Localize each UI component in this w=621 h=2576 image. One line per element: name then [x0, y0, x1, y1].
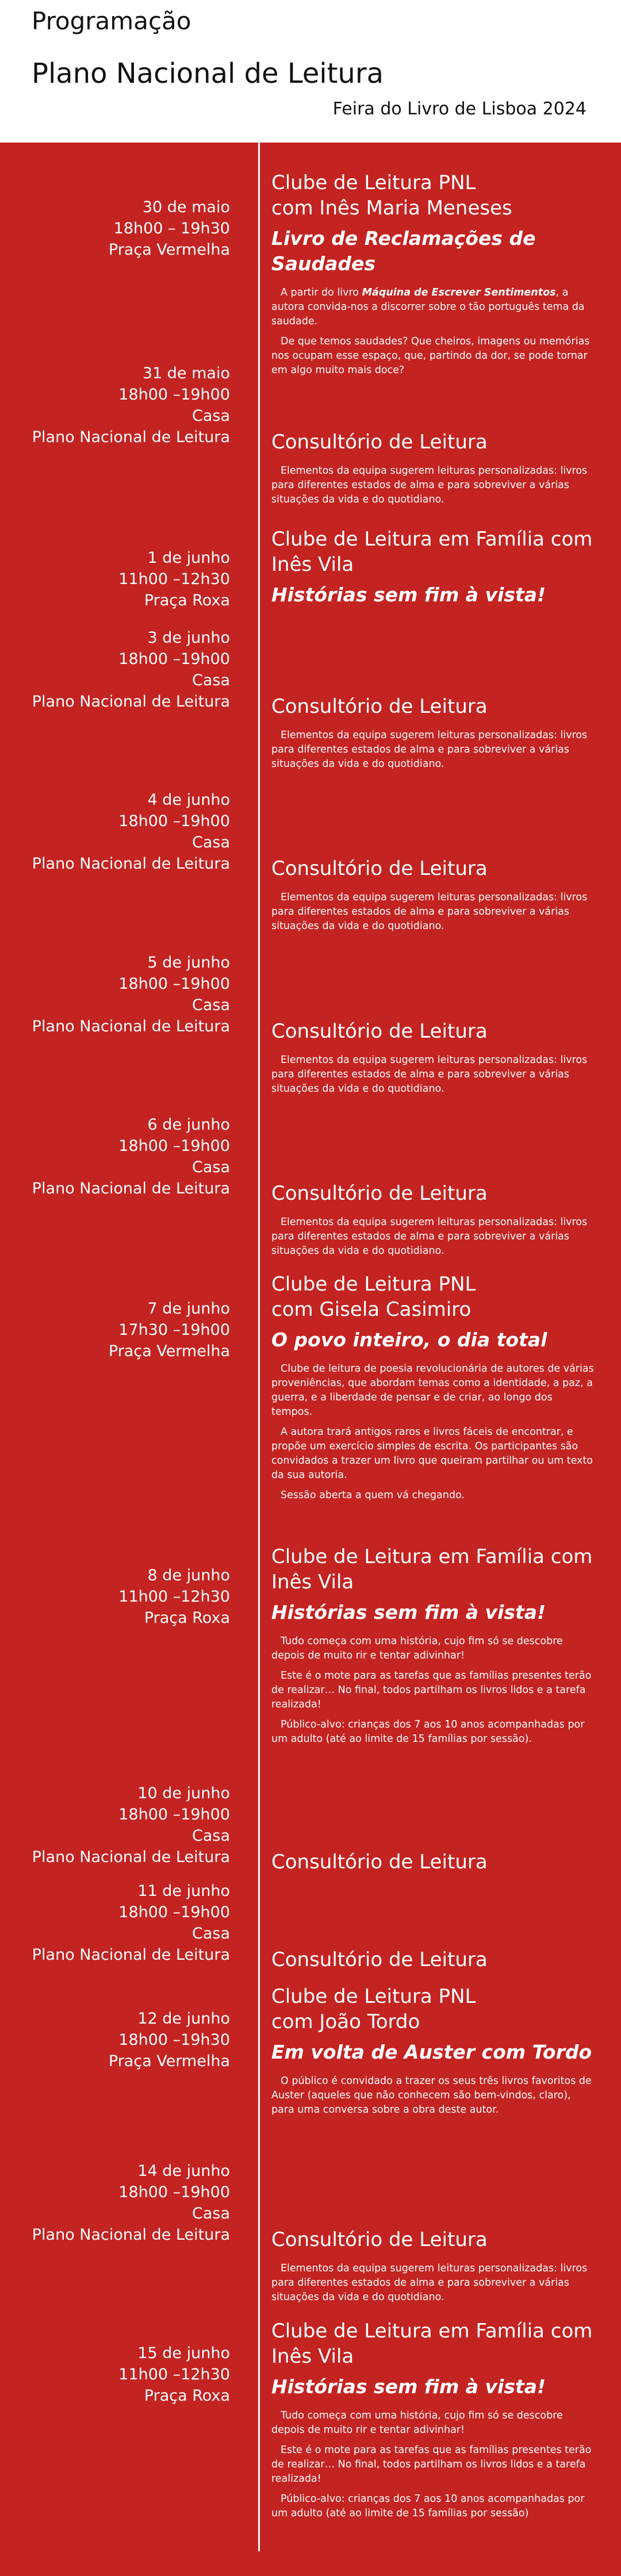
- event-place: Praça Vermelha: [108, 2052, 230, 2070]
- event-meta: [0, 627, 230, 712]
- event-description: [271, 2409, 596, 2521]
- event-title: Consultório de Leitura: [271, 1851, 488, 1874]
- event-title-line2: Inês Vila: [271, 1571, 354, 1594]
- event-meta: [0, 547, 230, 611]
- event-place-line2: Plano Nacional de Leitura: [32, 1848, 230, 1866]
- event-place-line2: Plano Nacional de Leitura: [32, 1180, 230, 1197]
- event-title-line2: Inês Vila: [271, 2345, 354, 2368]
- description-paragraph: Público-alvo: crianças dos 7 aos 10 anos acompanhadas por um adulto (até ao limite de 15 famílias por sessão).: [271, 1719, 585, 1745]
- event-content: [271, 1849, 596, 1875]
- event-meta: [0, 1298, 230, 1362]
- event-meta: [0, 952, 230, 1037]
- event-content: [271, 1272, 596, 1508]
- event-title-line2: com Inês Maria Meneses: [271, 197, 512, 220]
- description-paragraph: Tudo começa com uma história, cujo fim só se descobre depois de muito rir e tentar adivinhar!: [271, 1636, 563, 1661]
- event-description: [271, 1215, 596, 1258]
- event-title: Clube de Leitura em Família com: [271, 2320, 593, 2343]
- page-subtitle: Plano Nacional de Leitura: [32, 57, 384, 90]
- event-place-line2: Plano Nacional de Leitura: [32, 1018, 230, 1035]
- event-title: Consultório de Leitura: [271, 1948, 488, 1971]
- event-content: [271, 170, 596, 383]
- event-subtitle: Histórias sem fim à vista!: [271, 1601, 546, 1623]
- event-title: Consultório de Leitura: [271, 2228, 488, 2251]
- description-paragraph: Sessão aberta a quem vá chegando.: [281, 1489, 465, 1501]
- description-paragraph: Público-alvo: crianças dos 7 aos 10 anos acompanhadas por um adulto (até ao limite de 15 famílias por sessão): [271, 2493, 585, 2519]
- event-date: 10 de junho: [137, 1784, 230, 1802]
- event-content: [271, 2227, 596, 2310]
- event-content: [271, 694, 596, 777]
- event-place: Casa: [191, 996, 230, 1014]
- event-date: 11 de junho: [137, 1882, 230, 1900]
- event-content: [271, 856, 596, 939]
- event-subtitle: O povo inteiro, o dia total: [271, 1329, 547, 1351]
- page-header: [0, 0, 621, 143]
- event-description: [271, 2262, 596, 2305]
- event-content: [271, 1984, 596, 2123]
- event-date: 7 de junho: [147, 1300, 230, 1318]
- event-date: 8 de junho: [147, 1567, 230, 1584]
- event-time: 11h00 –12h30: [118, 1588, 230, 1606]
- event-date: 15 de junho: [137, 2344, 230, 2362]
- event-description: [271, 728, 596, 771]
- event-time: 11h00 –12h30: [118, 2366, 230, 2383]
- event-description: [271, 2074, 596, 2117]
- event-place: Casa: [191, 407, 230, 425]
- description-paragraph: Elementos da equipa sugerem leituras personalizadas: livros para diferentes estados de alma e para sobreviver a várias situações da vida e do quotidiano.: [271, 1216, 588, 1257]
- event-time: 18h00 –19h00: [118, 812, 230, 830]
- event-meta: [0, 2160, 230, 2245]
- event-place: Praça Vermelha: [108, 241, 230, 259]
- description-paragraph: A partir do livro Máquina de Escrever Sentimentos, a autora convida-nos a discorrer sobre o tão português tema da saudade.: [271, 287, 585, 327]
- event-time: 18h00 –19h00: [118, 1903, 230, 1921]
- event-time: 17h30 –19h00: [118, 1321, 230, 1339]
- event-time: 11h00 –12h30: [118, 570, 230, 588]
- event-time: 18h00 –19h00: [118, 1806, 230, 1823]
- event-subtitle: Em volta de Auster com Tordo: [271, 2041, 592, 2063]
- event-place: Casa: [191, 671, 230, 689]
- event-name: Feira do Livro de Lisboa 2024: [332, 99, 586, 119]
- event-title: Clube de Leitura PNL: [271, 1273, 476, 1296]
- event-content: [271, 2318, 596, 2527]
- event-date: 6 de junho: [147, 1116, 230, 1134]
- event-date: 31 de maio: [142, 364, 230, 382]
- timeline-divider: [258, 143, 260, 2551]
- event-meta: [0, 1114, 230, 1199]
- event-title: Clube de Leitura PNL: [271, 1985, 476, 2008]
- event-description: [271, 890, 596, 934]
- event-place-line2: Plano Nacional de Leitura: [32, 693, 230, 711]
- event-title: Clube de Leitura em Família com: [271, 1545, 593, 1568]
- event-time: 18h00 –19h30: [118, 2031, 230, 2049]
- event-time: 18h00 – 19h30: [113, 220, 230, 237]
- event-title: Consultório de Leitura: [271, 1020, 488, 1043]
- event-title-line2: com Gisela Casimiro: [271, 1298, 471, 1321]
- description-paragraph: Elementos da equipa sugerem leituras personalizadas: livros para diferentes estados de alma e para sobreviver a várias situações da vida e do quotidiano.: [271, 892, 588, 932]
- description-paragraph: Elementos da equipa sugerem leituras personalizadas: livros para diferentes estados de alma e para sobreviver a várias situações da vida e do quotidiano.: [271, 2263, 588, 2303]
- event-meta: [0, 2343, 230, 2406]
- event-meta: [0, 789, 230, 874]
- event-place: Casa: [191, 834, 230, 851]
- event-subtitle: Histórias sem fim à vista!: [271, 2375, 546, 2398]
- event-time: 18h00 –19h00: [118, 1137, 230, 1155]
- event-time: 18h00 –19h00: [118, 650, 230, 668]
- event-title: Clube de Leitura em Família com: [271, 528, 593, 551]
- event-content: [271, 429, 596, 513]
- event-title: Clube de Leitura PNL: [271, 171, 476, 194]
- description-paragraph: Elementos da equipa sugerem leituras personalizadas: livros para diferentes estados de alma e para sobreviver a várias situações da vida e do quotidiano.: [271, 465, 588, 505]
- event-subtitle: Livro de Reclamações de Saudades: [271, 227, 536, 275]
- event-title: Consultório de Leitura: [271, 857, 488, 880]
- description-paragraph: Este é o mote para as tarefas que as famílias presentes terão de realizar… No final, todos partilham os livros lidos e a tarefa realizada!: [271, 1670, 592, 1710]
- event-place: Praça Vermelha: [108, 1342, 230, 1360]
- event-time: 18h00 –19h00: [118, 975, 230, 993]
- event-time: 18h00 –19h00: [118, 2183, 230, 2201]
- event-content: [271, 1947, 596, 1972]
- event-subtitle: Histórias sem fim à vista!: [271, 583, 546, 606]
- event-meta: [0, 1880, 230, 1965]
- event-place: Praça Roxa: [144, 2387, 230, 2405]
- event-date: 5 de junho: [147, 954, 230, 972]
- event-description: [271, 286, 596, 378]
- book-title: Máquina de Escrever Sentimentos: [362, 287, 556, 298]
- event-content: [271, 527, 596, 608]
- description-paragraph: Elementos da equipa sugerem leituras personalizadas: livros para diferentes estados de alma e para sobreviver a várias situações da vida e do quotidiano.: [271, 730, 588, 770]
- event-place-line2: Plano Nacional de Leitura: [32, 2226, 230, 2244]
- event-place-line2: Plano Nacional de Leitura: [32, 1946, 230, 1964]
- event-title: Consultório de Leitura: [271, 695, 488, 718]
- event-content: [271, 1019, 596, 1102]
- event-meta: [0, 363, 230, 448]
- event-description: [271, 1053, 596, 1096]
- event-description: [271, 1634, 596, 1746]
- event-description: [271, 464, 596, 507]
- event-content: [271, 1181, 596, 1264]
- event-date: 1 de junho: [147, 549, 230, 567]
- event-date: 30 de maio: [142, 198, 230, 216]
- event-place: Casa: [191, 2205, 230, 2222]
- event-meta: [0, 197, 230, 260]
- description-paragraph: Tudo começa com uma história, cujo fim só se descobre depois de muito rir e tentar adivinhar!: [271, 2410, 563, 2436]
- description-paragraph: Este é o mote para as tarefas que as famílias presentes terão de realizar… No final, todos partilham os livros lidos e a tarefa realizada!: [271, 2444, 592, 2485]
- description-paragraph: De que temos saudades? Que cheiros, imagens ou memórias nos ocupam esse espaço, que, partindo da dor, se pode tornar em algo muito mais doce?: [271, 336, 590, 376]
- description-paragraph: A autora trará antigos raros e livros fáceis de encontrar, e propõe um exercício simples de escrita. Os participantes são convidados a trazer um livro que queiram partilhar ou um texto da sua autoria.: [271, 1426, 593, 1481]
- program-schedule: [0, 143, 621, 2576]
- event-place-line2: Plano Nacional de Leitura: [32, 855, 230, 873]
- event-time: 18h00 –19h00: [118, 386, 230, 404]
- event-place: Casa: [191, 1925, 230, 1942]
- event-title-line2: com João Tordo: [271, 2010, 420, 2033]
- event-title: Consultório de Leitura: [271, 431, 488, 454]
- description-paragraph: O público é convidado a trazer os seus três livros favoritos de Auster (aqueles que não conhecem são bem-vindos, claro), para uma conversa sobre a obra deste autor.: [271, 2075, 592, 2116]
- event-date: 14 de junho: [137, 2162, 230, 2180]
- description-paragraph: Clube de leitura de poesia revolucionária de autores de várias proveniências, que abordam temas como a identidade, a paz, a guerra, e a liberdade de pensar e de criar, ao longo dos tempos.: [271, 1363, 594, 1418]
- event-date: 12 de junho: [137, 2010, 230, 2028]
- event-place: Praça Roxa: [144, 1609, 230, 1627]
- event-content: [271, 1544, 596, 1752]
- page-title: Programação: [32, 7, 191, 35]
- event-place: Casa: [191, 1827, 230, 1845]
- event-meta: [0, 1565, 230, 1629]
- event-place: Casa: [191, 1158, 230, 1176]
- event-meta: [0, 2008, 230, 2072]
- event-date: 3 de junho: [147, 629, 230, 647]
- event-place: Praça Roxa: [144, 592, 230, 609]
- event-title: Consultório de Leitura: [271, 1182, 488, 1205]
- event-meta: [0, 1783, 230, 1868]
- event-title-line2: Inês Vila: [271, 553, 354, 576]
- event-date: 4 de junho: [147, 791, 230, 809]
- description-paragraph: Elementos da equipa sugerem leituras personalizadas: livros para diferentes estados de alma e para sobreviver a várias situações da vida e do quotidiano.: [271, 1054, 588, 1095]
- event-place-line2: Plano Nacional de Leitura: [32, 428, 230, 446]
- event-description: [271, 1362, 596, 1503]
